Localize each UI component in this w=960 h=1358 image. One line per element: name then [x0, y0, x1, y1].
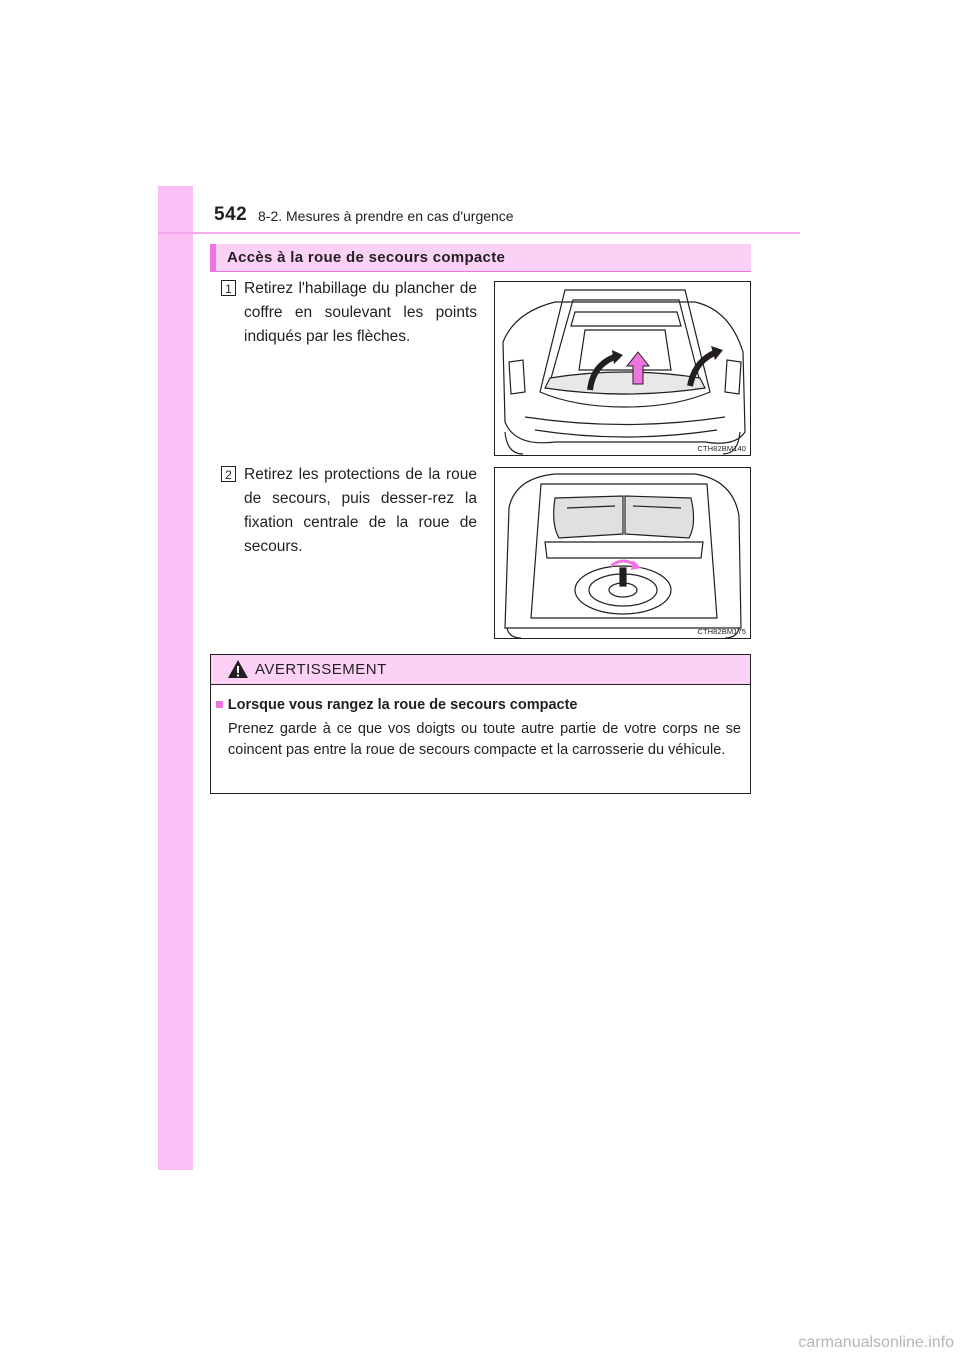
section-title: Accès à la roue de secours compacte — [210, 244, 751, 272]
header-divider — [158, 232, 800, 234]
figure-spare-wheel — [494, 467, 751, 639]
page-number: 542 — [214, 204, 248, 225]
warning-item-title-text: Lorsque vous rangez la roue de secours compacte — [227, 697, 578, 713]
warning-triangle-icon — [227, 659, 249, 679]
square-bullet-icon: ■ — [215, 697, 224, 713]
warning-box — [210, 654, 751, 794]
step-text-1: Retirez l'habillage du plancher de coffre en soulevant les points indiqués par les flèches. — [244, 280, 477, 345]
step-text-2: Retirez les protections de la roue de secours, puis desser-rez la fixation centrale de la roue de secours. — [244, 466, 477, 555]
chapter-title: 8-2. Mesures à prendre en cas d'urgence — [258, 208, 514, 224]
figure-code-1: CTH82BM140 — [697, 444, 746, 453]
spare-wheel-illustration — [495, 468, 750, 638]
step-number-2: 2 — [221, 466, 236, 482]
warning-header — [211, 655, 750, 685]
warning-heading: AVERTISSEMENT — [255, 661, 387, 678]
watermark: carmanualsonline.info — [798, 1334, 954, 1351]
figure-code-2: CTH82BM175 — [697, 627, 746, 636]
warning-item-title — [215, 697, 578, 713]
step-number-1: 1 — [221, 280, 236, 296]
warning-body: Prenez garde à ce que vos doigts ou toute autre partie de votre corps ne se coincent pas entre la roue de secours compacte et la carrosserie du véhicule. — [228, 721, 741, 758]
figure-trunk-floor — [494, 281, 751, 456]
trunk-floor-illustration — [495, 282, 750, 455]
chapter-side-strip — [158, 186, 193, 1170]
